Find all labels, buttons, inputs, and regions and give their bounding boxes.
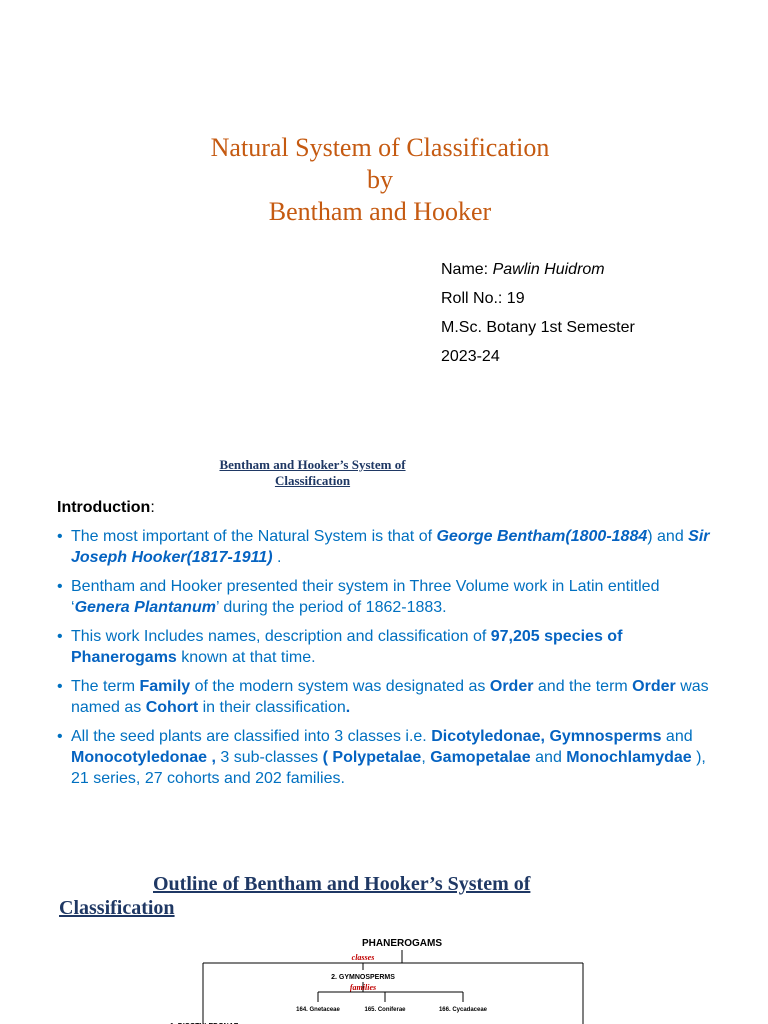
title-line-2: by	[367, 165, 393, 194]
bullet-emphasis: 97,205 species of Phanerogams	[71, 628, 623, 666]
family-coniferae: 165. Coniferae	[364, 1007, 406, 1013]
gymnosperms-node: 2. GYMNOSPERMS	[331, 974, 395, 981]
family-cycadaceae: 166. Cycadaceae	[438, 1007, 488, 1013]
bullet-emphasis: Dicotyledonae, Gymnosperms	[431, 728, 662, 745]
bullet-text: and	[530, 749, 567, 766]
roll-number: Roll No.: 19	[441, 290, 525, 307]
bullet-text: The most important of the Natural System is that of	[71, 528, 437, 545]
name-label: Name:	[441, 261, 493, 278]
bullet-text: All the seed plants are classified into 3 classes i.e.	[71, 728, 432, 745]
bullet-text: was named as	[71, 678, 709, 716]
bullet-4	[57, 676, 717, 718]
bullet-emphasis: Order	[489, 678, 534, 695]
outline-heading-line-1: Outline of Bentham and Hooker’s System of	[153, 873, 531, 895]
bullet-emphasis: Family	[139, 678, 191, 695]
bullet-text: ,	[421, 749, 431, 766]
family-gnetaceae: 164. Gnetaceae	[296, 1007, 340, 1013]
classification-tree-diagram	[150, 930, 620, 1024]
bullet-emphasis: ( Polypetalae	[322, 749, 422, 766]
bullet-text: This work Includes names, description and classification of	[71, 628, 491, 645]
bullet-emphasis: Gamopetalae	[430, 749, 531, 766]
title-line-1: Natural System of Classification	[210, 133, 550, 162]
bullet-text: and	[661, 728, 693, 745]
bullet-emphasis: George Bentham(1800-1884	[436, 528, 648, 545]
bullet-text: ), 21 series, 27 cohorts and 202 families.	[71, 749, 706, 787]
bullet-1	[57, 526, 717, 568]
bullet-text: of the modern system was designated as	[190, 678, 490, 695]
root-node: PHANEROGAMS	[361, 938, 443, 949]
slide-title	[0, 132, 760, 228]
bullet-emphasis: Monocotyledonae ,	[71, 749, 216, 766]
bullet-text: ) and	[647, 528, 689, 545]
bullet-emphasis: Sir Joseph Hooker(1817-1911)	[71, 528, 710, 566]
bullet-text: Bentham and Hooker presented their system in Three Volume work in Latin entitled ‘	[71, 578, 660, 616]
bullet-emphasis: Order	[632, 678, 676, 695]
bullet-emphasis: Cohort	[145, 699, 199, 716]
bullet-text: 3 sub-classes	[215, 749, 323, 766]
classes-label: classes	[351, 953, 375, 962]
title-line-3: Bentham and Hooker	[268, 197, 492, 226]
bullet-emphasis: .	[345, 699, 351, 716]
bullet-5	[57, 726, 717, 789]
section-heading: Bentham and Hooker’s System of Classification	[219, 457, 406, 488]
outline-heading-line-2: Classification	[59, 897, 175, 919]
session: 2023-24	[441, 348, 500, 365]
bullet-text: in their classification	[198, 699, 346, 716]
author-block	[441, 255, 635, 371]
bullet-text: known at that time.	[176, 649, 316, 666]
bullet-2	[57, 576, 717, 618]
bullet-text: and the term	[533, 678, 633, 695]
name-value: Pawlin Huidrom	[492, 261, 605, 278]
bullet-emphasis: Genera Plantanum	[74, 599, 216, 616]
intro-heading	[57, 499, 155, 517]
author-name	[441, 255, 635, 284]
bullet-emphasis: Monochlamydae	[566, 749, 692, 766]
intro-colon: :	[150, 499, 155, 516]
bullet-text: The term	[71, 678, 140, 695]
intro-label: Introduction	[57, 499, 151, 516]
course: M.Sc. Botany 1st Semester	[441, 319, 635, 336]
bullet-3	[57, 626, 717, 668]
outline-heading	[59, 872, 619, 920]
bullet-text: ’ during the period of 1862-1883.	[215, 599, 447, 616]
bullet-text: .	[277, 549, 282, 566]
families-label: families	[349, 983, 377, 992]
intro-bullet-list	[57, 526, 717, 797]
